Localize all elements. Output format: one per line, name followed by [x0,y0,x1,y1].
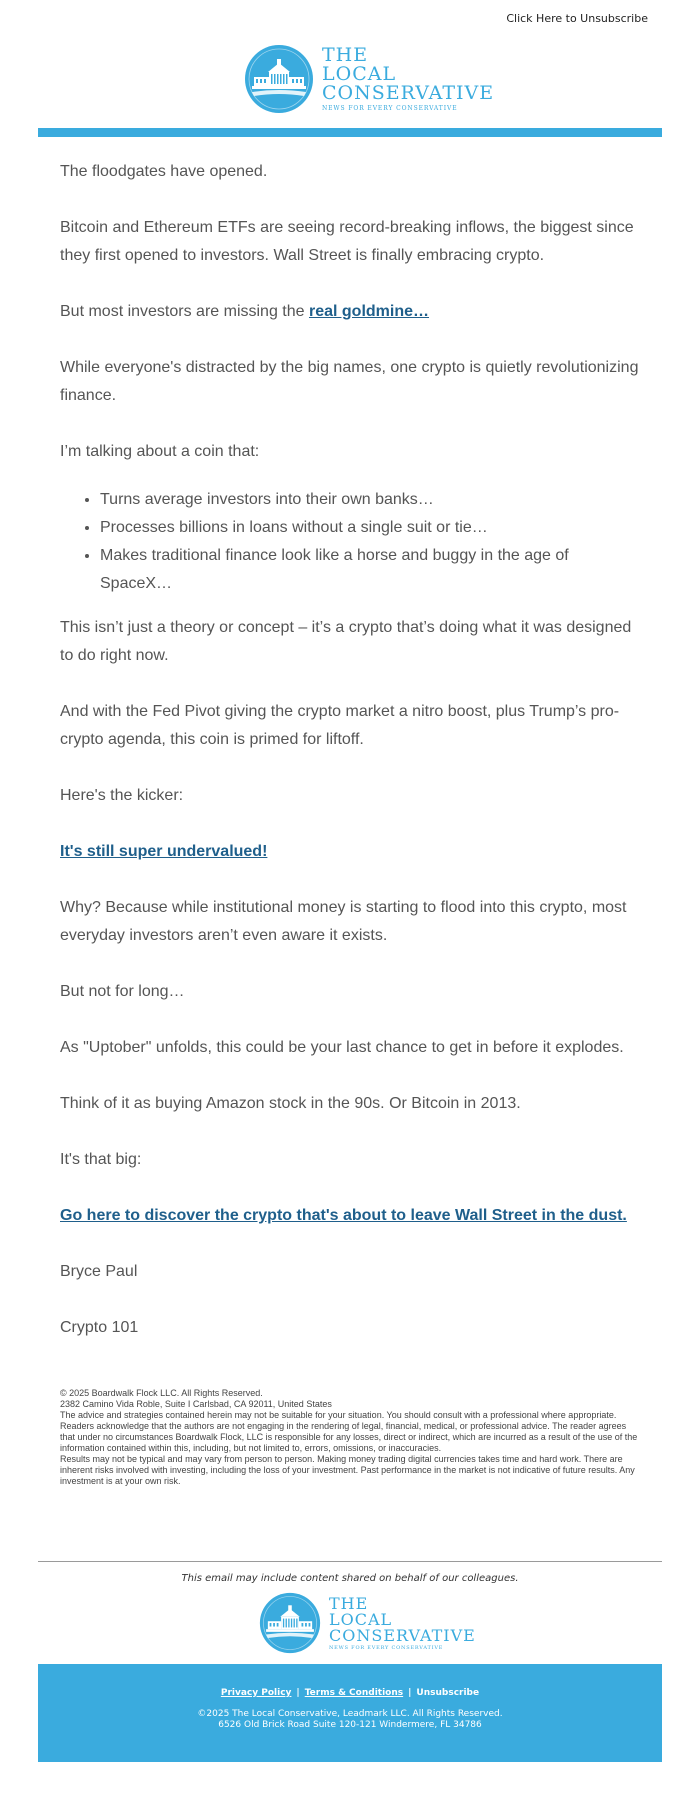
logo-text-the: THE [329,1593,369,1613]
footer-divider [38,1561,662,1562]
logo-tagline: NEWS FOR EVERY CONSERVATIVE [329,1644,444,1651]
paragraph [60,838,640,866]
white-house-logo-icon [259,1592,321,1654]
paragraph-text: But most investors are missing the [60,303,309,320]
link-separator: | [296,1688,300,1698]
real-goldmine-link[interactable]: real goldmine… [308,303,430,320]
footer-links [38,1688,662,1698]
paragraph [60,298,640,326]
terms-link[interactable]: Terms & Conditions [304,1688,404,1698]
privacy-policy-link[interactable]: Privacy Policy [220,1688,292,1698]
paragraph: I’m talking about a coin that: [60,443,260,460]
legal-address: 2382 Camino Vida Roble, Suite I Carlsbad, CA 92011, United States [60,1399,332,1409]
paragraph: The floodgates have opened. [60,163,268,180]
logo-text-local: LOCAL [322,63,397,85]
logo-tagline: NEWS FOR EVERY CONSERVATIVE [322,105,458,112]
footer-bar [38,1664,662,1762]
shared-content-note: This email may include content shared on behalf of our colleagues. [181,1573,519,1584]
link-separator: | [408,1688,412,1698]
paragraph: It's that big: [60,1151,142,1168]
paragraph: As "Uptober" unfolds, this could be your last chance to get in before it explodes. [60,1039,624,1056]
footer-logo[interactable] [259,1592,476,1654]
bullet-list [60,486,640,598]
list-item: • Processes billions in loans without a single suit or tie… [100,514,640,542]
site-logo[interactable] [244,44,494,114]
footer-copyright: ©2025 The Local Conservative, Leadmark LLC. All Rights Reserved. [197,1709,503,1719]
paragraph: Why? Because while institutional money is starting to flood into this crypto, most everyday investors aren’t even aware it exists. [60,899,627,944]
footer-unsubscribe-link[interactable]: Unsubscribe [416,1688,480,1698]
signature-org: Crypto 101 [60,1319,139,1336]
list-item: • Makes traditional finance look like a horse and buggy in the age of SpaceX… [100,542,640,598]
signature-name: Bryce Paul [60,1263,138,1280]
legal-copyright: © 2025 Boardwalk Flock LLC. All Rights Reserved. [60,1388,263,1398]
logo-text-conservative: CONSERVATIVE [322,82,495,104]
cta-link[interactable]: Go here to discover the crypto that's about to leave Wall Street in the dust. [60,1207,627,1224]
white-house-logo-icon [244,44,314,114]
paragraph: While everyone's distracted by the big names, one crypto is quietly revolutionizing finance. [60,359,639,404]
list-item: • Turns average investors into their own banks… [100,486,640,514]
legal-disclaimer [60,1388,642,1487]
legal-advice-text: The advice and strategies contained herein may not be suitable for your situation. You should consult with a professional where appropriate. Readers acknowledge that the authors are not engaging in the rendering of legal, financial, medical, or professional advice. The reader agrees that under no circumstances Boardwalk Flock, LLC is responsible for any losses, direct or indirect, which are incurred as a result of the use of the information contained within this, including, but not limited to, errors, omissions, or inaccuracies. [60,1410,638,1453]
paragraph: But not for long… [60,983,185,1000]
paragraph: Bitcoin and Ethereum ETFs are seeing record-breaking inflows, the biggest since they first opened to investors. Wall Street is finally embracing crypto. [60,219,634,264]
paragraph: And with the Fed Pivot giving the crypto market a nitro boost, plus Trump’s pro-crypto agenda, this coin is primed for liftoff. [60,703,620,748]
logo-text-local: LOCAL [329,1609,393,1629]
footer-address: 6526 Old Brick Road Suite 120-121 Windermere, FL 34786 [218,1720,482,1730]
header-divider-bar [38,128,662,137]
undervalued-link[interactable]: It's still super undervalued! [60,843,268,860]
legal-risk-text: Results may not be typical and may vary from person to person. Making money trading digital currencies takes time and hard work. There are inherent risks involved with investing, including the loss of your investment. Past performance in the market is not indicative of future results. Any investment is at your own risk. [60,1454,635,1486]
paragraph: Think of it as buying Amazon stock in the 90s. Or Bitcoin in 2013. [60,1095,521,1112]
email-body [60,158,640,1370]
paragraph: Here's the kicker: [60,787,184,804]
unsubscribe-link[interactable]: Click Here to Unsubscribe [506,12,648,25]
logo-text-conservative: CONSERVATIVE [329,1625,476,1645]
paragraph: This isn’t just a theory or concept – it’s a crypto that’s doing what it was designed to do right now. [60,619,632,664]
logo-text-the: THE [322,44,369,66]
paragraph [60,1202,640,1230]
